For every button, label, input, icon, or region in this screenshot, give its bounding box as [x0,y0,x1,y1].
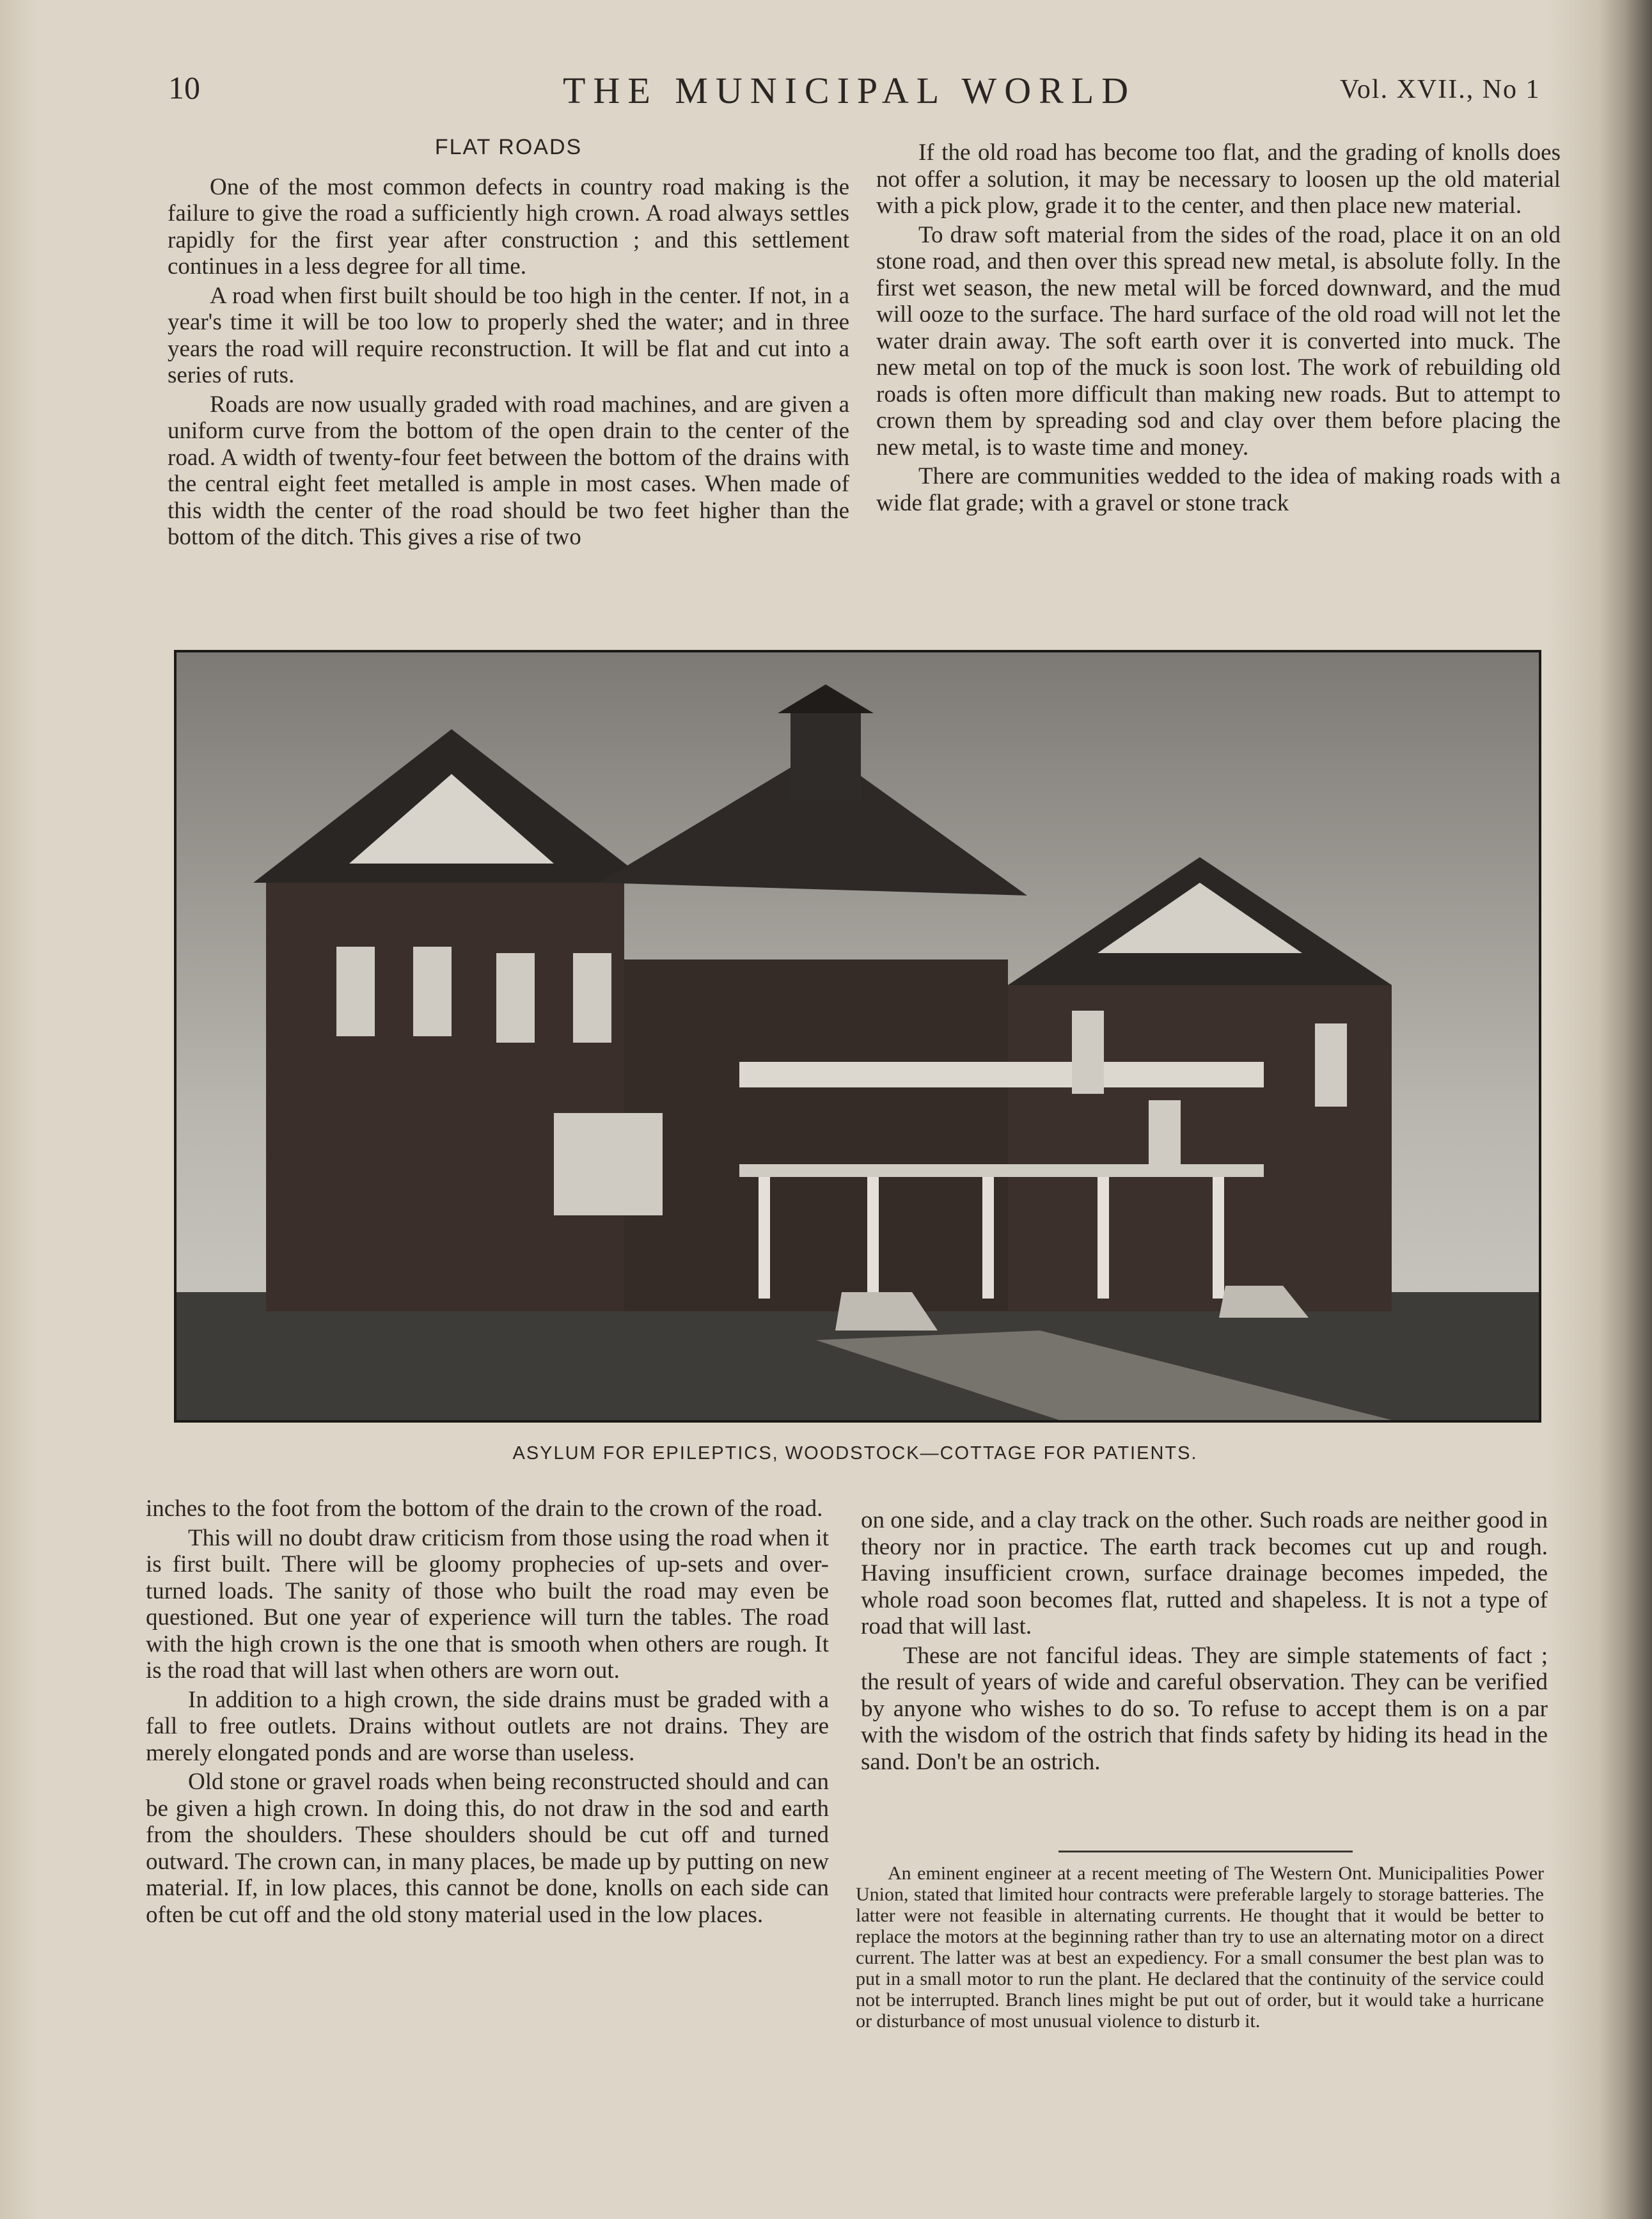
paragraph: A road when first built should be too high in the center. If not, in a year's time it will be too low to properly shed the water; and in three years the road will require reconstruction. It will be flat and cut into a series of ruts. [168,282,849,388]
article-heading: FLAT ROADS [434,135,583,159]
journal-title: THE MUNICIPAL WORLD [563,70,1137,111]
paragraph: on one side, and a clay track on the other. Such roads are neither good in theory nor in practice. The earth track becomes cut up and rough. Having insufficient crown, surface drainage becomes impeded, the whole road soon becomes flat, rutted and shapeless. It is not a type of road that will last. [861,1507,1548,1639]
note-paragraph: An eminent engineer at a recent meeting of The Western Ont. Municipalities Power Union, stated that limited hour contracts were preferable largely to storage batteries. The latter were not feasible in alternating currents. He thought that it would be better to replace the motors at the beginning rather than try to use an alternating motor on a direct current. The latter was at best an expediency. For a small consumer the best plan was to put in a small motor to run the plant. He declared that the continuity of the service could not be interrupted. Branch lines might be put out of order, but it would take a hurricane or disturbance of most unusual violence to disturb it. [856,1863,1544,2032]
paragraph: There are communities wedded to the idea of making roads with a wide flat grade; with a gravel or stone track [876,463,1561,516]
volume-number: Vol. XVII., No 1 [1340,75,1541,104]
article-column-top-right [876,139,1561,519]
building-photograph [174,650,1541,1423]
paragraph: These are not fanciful ideas. They are simple statements of fact ; the result of years of wide and careful observation. They can be verified by anyone who wishes to do so. To refuse to accept them is on a par with the wisdom of the ostrich that finds safety by hiding its head in the sand. Don't be an ostrich. [861,1642,1548,1775]
paragraph: If the old road has become too flat, and the grading of knolls does not offer a solution, it may be necessary to loosen up the old material with a pick plow, grade it to the center, and then place new material. [876,139,1561,219]
paragraph: To draw soft material from the sides of the road, place it on an old stone road, and then over this spread new metal, is absolute folly. In the first wet season, the new metal will be forced downward, and the mud will ooze to the surface. The hard surface of the old road will not let the water drain away. The soft earth over it is converted into muck. The new metal on top of the muck is soon lost. The work of rebuilding old roads is often more difficult than making new roads. But to attempt to crown them by spreading sod and clay over them before placing the new metal, is to waste time and money. [876,221,1561,461]
article-column-bottom-left [146,1496,829,1931]
figure-caption: ASYLUM FOR EPILEPTICS, WOODSTOCK—COTTAGE FOR PATIENTS. [512,1443,1198,1464]
paragraph: In addition to a high crown, the side drains must be graded with a fall to free outlets. Drains without outlets are not drains. They are merely elongated ponds and are worse than useless. [146,1686,829,1766]
asylum-cottage-photo [177,652,1539,1420]
news-note [856,1863,1544,2032]
paragraph: This will no doubt draw criticism from those using the road when it is first built. There will be gloomy prophecies of up-sets and over-turned loads. The sanity of those who built the road may even be questioned. But one year of experience will turn the tables. The road with the high crown is the one that is smooth when others are rough. It is the road that will last when others are worn out. [146,1524,829,1684]
article-column-top-left [168,134,849,553]
paragraph: inches to the foot from the bottom of the drain to the crown of the road. [146,1496,823,1522]
running-head [0,69,1652,120]
article-column-bottom-right [861,1507,1548,1778]
paragraph: Old stone or gravel roads when being reconstructed should and can be given a high crown. In doing this, do not draw in the sod and earth from the shoulders. These shoulders should be cut off and turned outward. The crown can, in many places, be made up by putting on new material. If, in low places, this cannot be done, knolls on each side can often be cut off and the old stony material used in the low places. [146,1769,829,1928]
page-number: 10 [168,70,200,106]
paragraph: Roads are now usually graded with road machines, and are given a uniform curve from the bottom of the open drain to the center of the road. A width of twenty-four feet between the bottom of the drains with the central eight feet metalled is ample in most cases. When made of this width the center of the road should be two feet higher than the bottom of the ditch. This gives a rise of two [168,391,849,550]
section-divider [1058,1851,1353,1852]
paragraph: One of the most common defects in country road making is the failure to give the road a sufficiently high crown. A road always settles rapidly for the first year after construction ; and this settlement continues in a less degree for all time. [168,173,849,280]
